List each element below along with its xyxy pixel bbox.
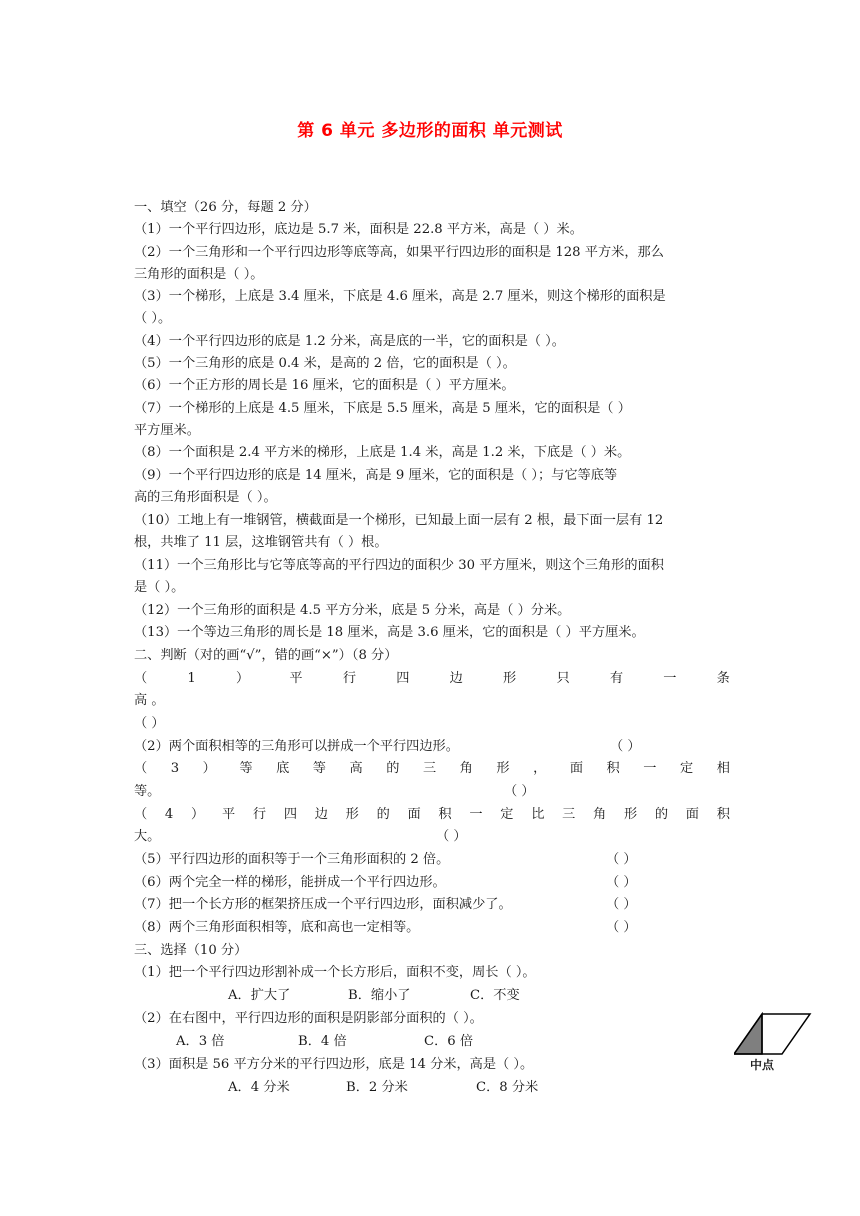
judge-q2-answer-paren: （ ） [610, 739, 641, 754]
choice-q2-text: （2）在右图中，平行四边形的面积是阴影部分面积的（ ）。 [134, 1011, 483, 1026]
fill-question-line: 高的三角形面积是（ ）。 [134, 490, 277, 505]
fill-question-line: （10）工地上有一堆钢管，横截面是一个梯形，已知最上面一层有 2 根，最下面一层有 12 [134, 513, 664, 528]
spread-char: 边 [449, 671, 463, 686]
spread-char: 面 [569, 761, 584, 776]
fill-question-line: 根，共堆了 11 层，这堆钢管共有（ ）根。 [134, 535, 388, 550]
fill-question-line: （ ）。 [134, 311, 172, 326]
fill-question-line: （7）一个梯形的上底是 4.5 厘米，下底是 5.5 厘米，高是 5 厘米，它的面积是（ ） [134, 401, 631, 416]
fill-question-line: （4）一个平行四边形的底是 1.2 分米，高是底的一半，它的面积是（ ）。 [134, 334, 565, 349]
spread-char: 三 [422, 761, 437, 776]
page-title: 第 6 单元 多边形的面积 单元测试 [297, 121, 563, 141]
judge-q4-continuation: 大。 [134, 829, 161, 844]
fill-question-line: 是（ ）。 [134, 580, 185, 595]
judge-q4-answer-paren: （ ） [436, 829, 467, 844]
fill-question-line: （6）一个正方形的周长是 16 厘米，它的面积是（ ）平方厘米。 [134, 378, 515, 393]
spread-char: ） [191, 807, 205, 822]
spread-char: 平 [289, 671, 303, 686]
judge-q3-continuation: 等。 [134, 784, 161, 799]
fill-question-line: （8）一个面积是 2.4 平方米的梯形，上底是 1.4 米，高是 1.2 米，下底是（ ）米。 [134, 445, 631, 460]
spread-char: 积 [606, 761, 620, 776]
spread-char: （ [134, 807, 148, 822]
spread-char: 角 [593, 807, 607, 822]
spread-char: 3 [170, 761, 180, 776]
fill-question-line: （11）一个三角形比与它等底等高的平行四边的面积少 30 平方厘米，则这个三角形的面积 [134, 558, 664, 573]
judge-q1-answer-paren: （ ） [134, 716, 165, 731]
judge-q1-spread [134, 668, 730, 690]
choice-option: A．4 分米 [228, 1080, 290, 1095]
spread-char: 角 [459, 761, 473, 776]
judge-row-text: （5）平行四边形的面积等于一个三角形面积的 2 倍。 [134, 852, 450, 867]
judge-row-answer-paren: （ ） [606, 875, 637, 890]
spread-char: 只 [556, 671, 570, 686]
spread-char: 1 [187, 671, 196, 686]
spread-char: 的 [386, 761, 400, 776]
fill-question-line: （13）一个等边三角形的周长是 18 厘米，高是 3.6 厘米，它的面积是（ ）平方厘米。 [134, 625, 645, 640]
judge-q4-spread [134, 804, 730, 826]
spread-char: 面 [685, 807, 699, 822]
choice-option: A．扩大了 [228, 988, 291, 1003]
spread-char: ） [236, 671, 250, 686]
section-heading-choice: 三、选择（10 分） [134, 943, 248, 958]
spread-char: 比 [531, 807, 545, 822]
fill-question-line: 平方厘米。 [134, 423, 200, 438]
spread-char: （ [134, 671, 148, 686]
spread-char: 定 [679, 761, 694, 776]
choice-option: C．6 倍 [424, 1034, 474, 1049]
spread-char: 条 [716, 671, 730, 686]
judge-q3-answer-paren: （ ） [504, 784, 535, 799]
fill-question-line: （3）一个梯形，上底是 3.4 厘米，下底是 4.6 厘米，高是 2.7 厘米，则这个梯形的面积是 [134, 289, 666, 304]
spread-char: 一 [643, 761, 657, 776]
spread-char: 行 [252, 807, 267, 822]
choice-option: C．不变 [470, 988, 520, 1003]
spread-char: 四 [396, 671, 410, 686]
fill-question-line: 三角形的面积是（ ）。 [134, 267, 264, 282]
spread-char: 一 [663, 671, 677, 686]
spread-char: ， [533, 761, 547, 776]
spread-char: 平 [221, 807, 236, 822]
fill-question-line: （1）一个平行四边形，底边是 5.7 米，面积是 22.8 平方米，高是（ ）米。 [134, 222, 583, 237]
spread-char: 一 [469, 807, 483, 822]
spread-char: 等 [312, 761, 326, 776]
choice-q3-text: （3）面积是 56 平方分米的平行四边形，底是 14 分米，高是（ ）。 [134, 1057, 534, 1072]
spread-char: 形 [503, 671, 517, 686]
choice-option: B．缩小了 [348, 988, 411, 1003]
spread-char: 的 [376, 807, 390, 822]
judge-q1-continuation: 高 。 [134, 693, 165, 708]
fill-question-line: （5）一个三角形的底是 0.4 米，是高的 2 倍，它的面积是（ ）。 [134, 356, 516, 371]
spread-char: 的 [654, 807, 669, 822]
judge-row-answer-paren: （ ） [606, 852, 637, 867]
spread-char: 积 [716, 807, 730, 822]
judge-row-text: （6）两个完全一样的梯形，能拼成一个平行四边形。 [134, 875, 446, 890]
spread-char: 形 [345, 807, 359, 822]
spread-char: 等 [239, 761, 253, 776]
judge-q3-spread [134, 758, 730, 780]
judge-q2-text: （2）两个面积相等的三角形可以拼成一个平行四边形。 [134, 739, 459, 754]
spread-char: （ [134, 761, 148, 776]
spread-char: 行 [342, 671, 357, 686]
fill-question-line: （2）一个三角形和一个平行四边形等底等高，如果平行四边形的面积是 128 平方米，那么 [134, 245, 664, 260]
judge-row-text: （7）把一个长方形的框架挤压成一个平行四边形，面积减少了。 [134, 897, 512, 912]
spread-char: 底 [276, 761, 290, 776]
section-heading-judge: 二、判断（对的画“√”，错的画“×”）（8 分） [134, 648, 398, 663]
spread-char: 相 [716, 761, 730, 776]
spread-char: 四 [283, 807, 297, 822]
spread-char: 边 [314, 807, 328, 822]
fill-question-line: （9）一个平行四边形的底是 14 厘米，高是 9 厘米，它的面积是（ ）；与它等底等 [134, 468, 618, 483]
midpoint-label: 中点 [750, 1058, 775, 1072]
spread-char: ） [202, 761, 216, 776]
judge-row-text: （8）两个三角形面积相等，底和高也一定相等。 [134, 920, 420, 935]
spread-char: 形 [623, 807, 638, 822]
choice-option: A．3 倍 [176, 1034, 225, 1049]
choice-option: C．8 分米 [476, 1080, 539, 1095]
section-heading-fill-in: 一、填空（26 分，每题 2 分） [134, 200, 317, 215]
choice-q1-text: （1）把一个平行四边形割补成一个长方形后，面积不变，周长（ ）。 [134, 965, 536, 980]
spread-char: 积 [438, 807, 452, 822]
judge-row-answer-paren: （ ） [606, 920, 637, 935]
spread-char: 4 [164, 807, 174, 822]
spread-char: 高 [349, 761, 363, 776]
spread-char: 形 [496, 761, 510, 776]
spread-char: 三 [562, 807, 576, 822]
spread-char: 面 [407, 807, 421, 822]
judge-row-answer-paren: （ ） [606, 897, 637, 912]
spread-char: 有 [609, 671, 624, 686]
fill-question-line: （12）一个三角形的面积是 4.5 平方分米，底是 5 分米，高是（ ）分米。 [134, 603, 571, 618]
choice-option: B．2 分米 [346, 1080, 408, 1095]
spread-char: 定 [500, 807, 514, 822]
choice-option: B．4 倍 [298, 1034, 347, 1049]
